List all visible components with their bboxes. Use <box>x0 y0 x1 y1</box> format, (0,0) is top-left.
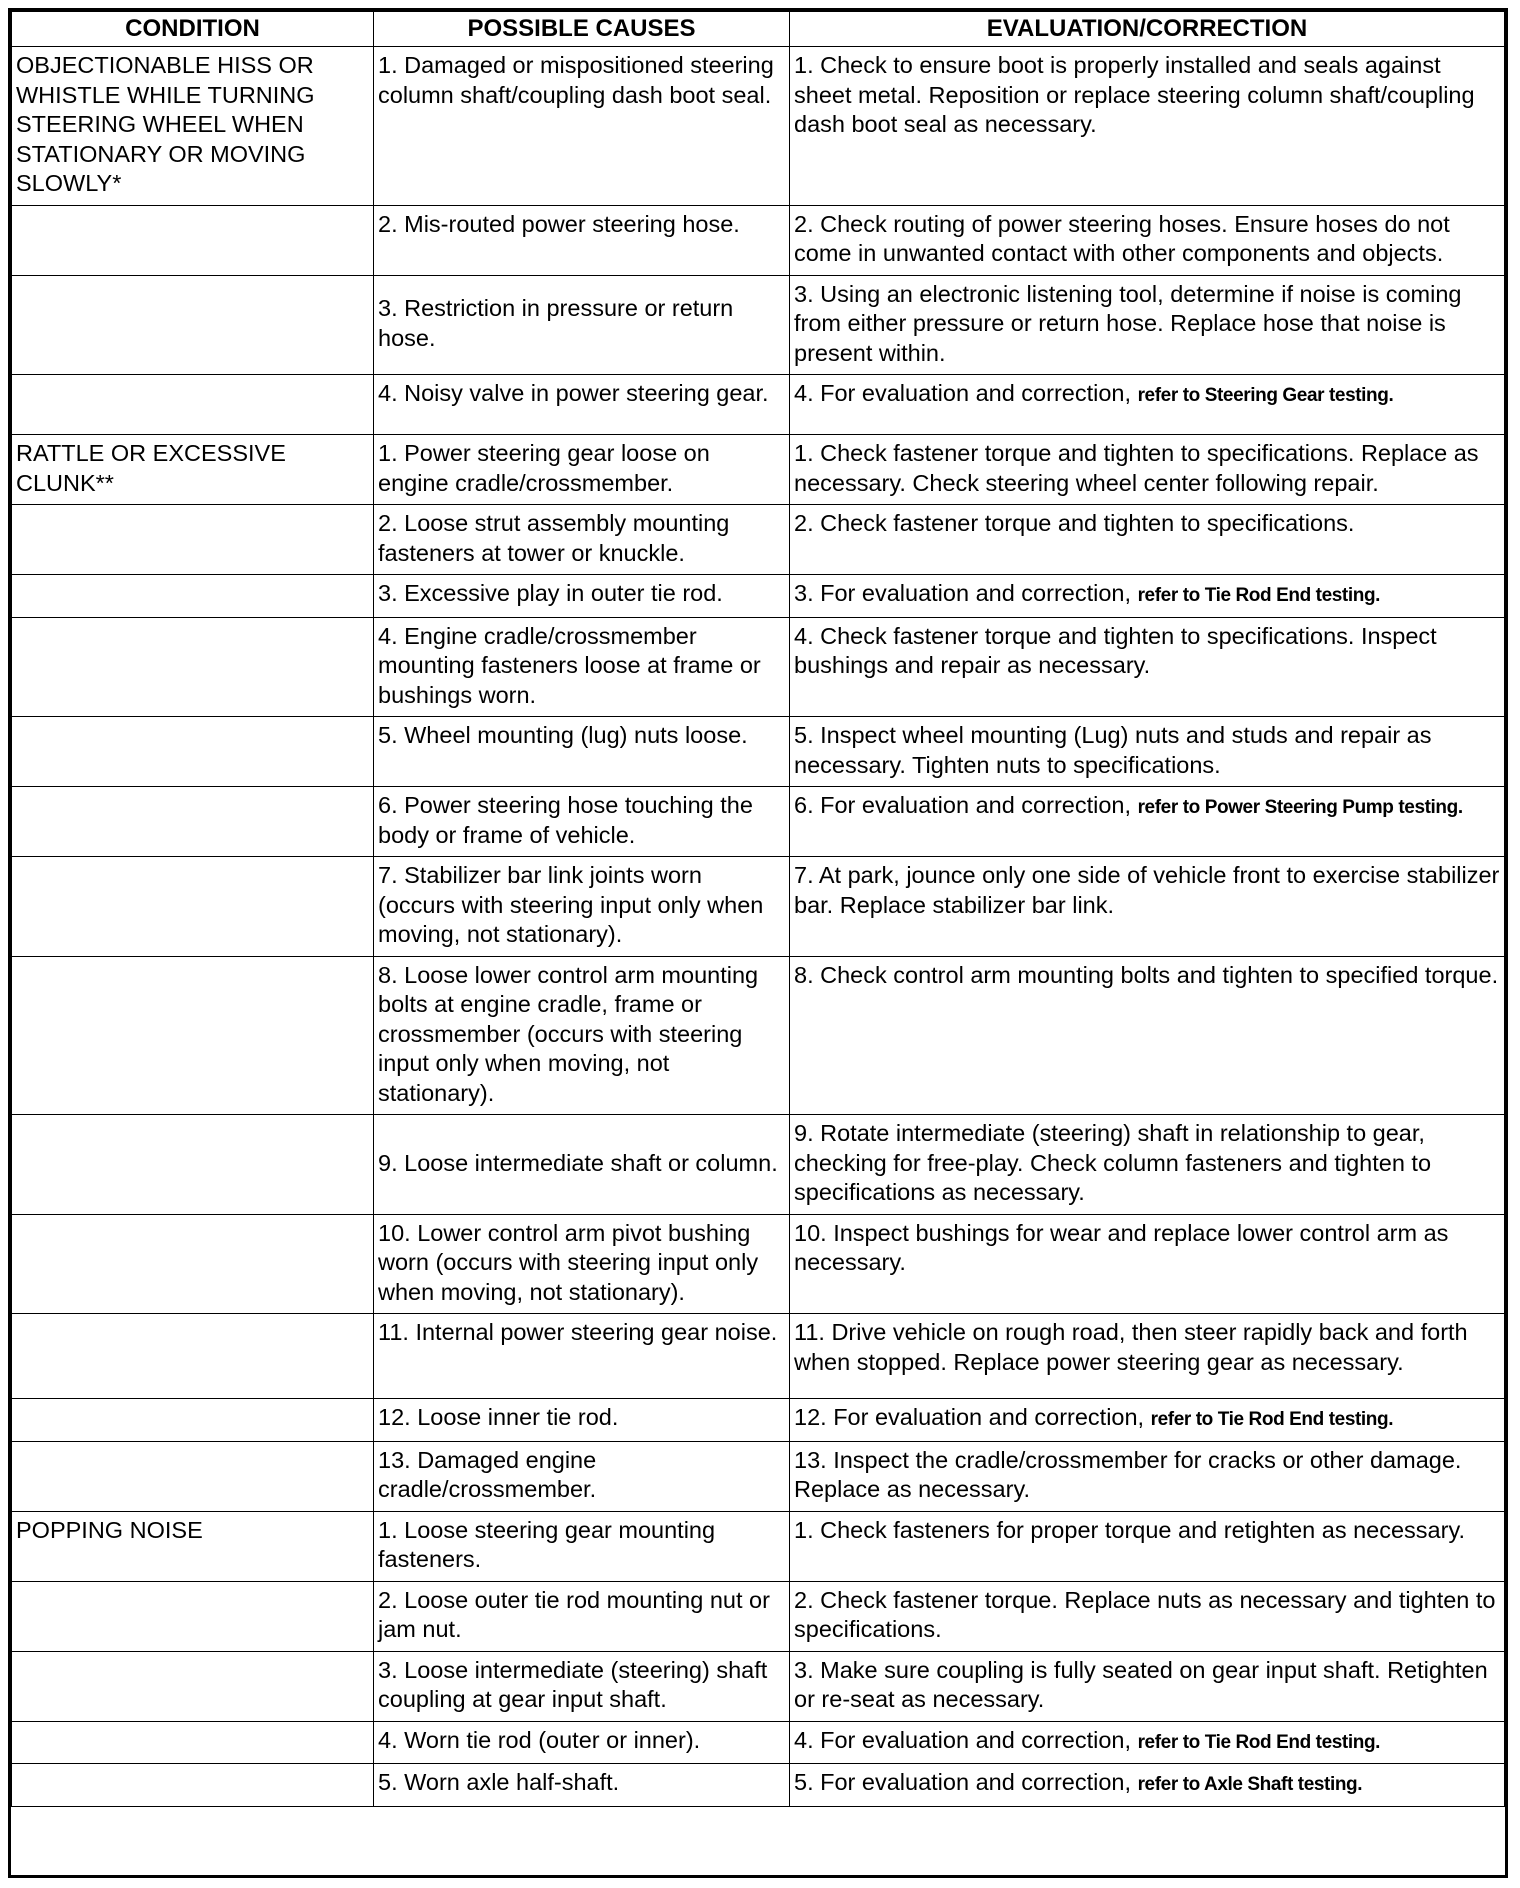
table-row <box>12 275 1505 375</box>
correction-cell <box>790 1651 1505 1721</box>
cause-cell: 2. Mis-routed power steering hose. <box>374 205 790 275</box>
correction-cell <box>790 575 1505 618</box>
header-evaluation-correction: EVALUATION/CORRECTION <box>790 12 1505 47</box>
table-row <box>12 1651 1505 1721</box>
correction-text: 9. Rotate intermediate (steering) shaft in relationship to gear, checking for free-play. Check column fasteners and tighten to specifications as necessary. <box>794 1120 1432 1205</box>
header-condition: CONDITION <box>12 12 374 47</box>
cause-cell: 9. Loose intermediate shaft or column. <box>374 1115 790 1215</box>
condition-cell <box>12 1441 374 1511</box>
cause-cell: 5. Worn axle half-shaft. <box>374 1764 790 1807</box>
table-row <box>12 505 1505 575</box>
correction-cell <box>790 956 1505 1115</box>
testing-reference: refer to Steering Gear testing. <box>1137 385 1394 406</box>
condition-cell <box>12 956 374 1115</box>
correction-cell <box>790 275 1505 375</box>
table-row <box>12 205 1505 275</box>
correction-cell <box>790 505 1505 575</box>
correction-cell <box>790 1721 1505 1764</box>
correction-cell <box>790 1314 1505 1399</box>
cause-cell: 13. Damaged engine cradle/crossmember. <box>374 1441 790 1511</box>
table-row <box>12 375 1505 435</box>
cause-cell: 2. Loose strut assembly mounting fasteners at tower or knuckle. <box>374 505 790 575</box>
diagnosis-table-frame <box>8 8 1508 1878</box>
header-row <box>12 12 1505 47</box>
correction-text: 11. Drive vehicle on rough road, then steer rapidly back and forth when stopped. Replace power steering gear as necessary. <box>794 1319 1468 1375</box>
condition-cell <box>12 1721 374 1764</box>
cause-cell: 4. Noisy valve in power steering gear. <box>374 375 790 435</box>
condition-cell <box>12 617 374 717</box>
correction-text: 3. Using an electronic listening tool, determine if noise is coming from either pressure or return hose. Replace hose that noise is present within. <box>794 280 1462 366</box>
condition-cell <box>12 375 374 435</box>
correction-text: 13. Inspect the cradle/crossmember for cracks or other damage. Replace as necessary. <box>794 1446 1462 1502</box>
cause-cell: 3. Excessive play in outer tie rod. <box>374 575 790 618</box>
correction-cell <box>790 205 1505 275</box>
table-row <box>12 617 1505 717</box>
condition-cell <box>12 1115 374 1215</box>
correction-text: 1. Check to ensure boot is properly installed and seals against sheet metal. Reposition or replace steering column shaft/coupling dash boot seal as necessary. <box>794 52 1475 137</box>
cause-cell: 2. Loose outer tie rod mounting nut or jam nut. <box>374 1581 790 1651</box>
condition-cell <box>12 505 374 575</box>
correction-text: 5. For evaluation and correction, <box>794 1769 1138 1795</box>
condition-cell <box>12 717 374 787</box>
header-possible-causes: POSSIBLE CAUSES <box>374 12 790 47</box>
correction-cell <box>790 375 1505 435</box>
condition-cell <box>12 857 374 957</box>
table-row <box>12 435 1505 505</box>
correction-cell <box>790 1581 1505 1651</box>
condition-cell: POPPING NOISE <box>12 1511 374 1581</box>
cause-cell: 1. Power steering gear loose on engine cradle/crossmember. <box>374 435 790 505</box>
correction-cell <box>790 787 1505 857</box>
correction-cell <box>790 1214 1505 1314</box>
table-row <box>12 1581 1505 1651</box>
correction-cell <box>790 857 1505 957</box>
cause-cell: 4. Worn tie rod (outer or inner). <box>374 1721 790 1764</box>
correction-text: 2. Check routing of power steering hoses. Ensure hoses do not come in unwanted contact with other components and objects. <box>794 210 1450 266</box>
cause-cell: 7. Stabilizer bar link joints worn (occurs with steering input only when moving, not stationary). <box>374 857 790 957</box>
table-row <box>12 857 1505 957</box>
diagnosis-table <box>11 11 1505 1807</box>
correction-text: 1. Check fasteners for proper torque and retighten as necessary. <box>794 1516 1465 1543</box>
cause-cell: 6. Power steering hose touching the body or frame of vehicle. <box>374 787 790 857</box>
correction-text: 3. Make sure coupling is fully seated on gear input shaft. Retighten or re-seat as necessary. <box>794 1656 1488 1712</box>
table-row <box>12 1399 1505 1442</box>
correction-cell <box>790 435 1505 505</box>
table-row <box>12 956 1505 1115</box>
condition-cell <box>12 1764 374 1807</box>
correction-cell <box>790 717 1505 787</box>
table-row <box>12 1764 1505 1807</box>
table-row <box>12 1115 1505 1215</box>
table-row <box>12 1511 1505 1581</box>
table-row <box>12 47 1505 206</box>
correction-text: 2. Check fastener torque. Replace nuts as necessary and tighten to specifications. <box>794 1586 1496 1642</box>
cause-cell: 1. Loose steering gear mounting fasteners. <box>374 1511 790 1581</box>
correction-text: 3. For evaluation and correction, <box>794 580 1138 606</box>
correction-text: 6. For evaluation and correction, <box>794 792 1138 818</box>
testing-reference: refer to Tie Rod End testing. <box>1150 1409 1394 1430</box>
correction-text: 10. Inspect bushings for wear and replace lower control arm as necessary. <box>794 1219 1449 1275</box>
cause-cell: 1. Damaged or mispositioned steering column shaft/coupling dash boot seal. <box>374 47 790 206</box>
correction-text: 4. For evaluation and correction, <box>794 380 1138 406</box>
cause-cell: 8. Loose lower control arm mounting bolts at engine cradle, frame or crossmember (occurs with steering input only when moving, not stationary). <box>374 956 790 1115</box>
correction-text: 1. Check fastener torque and tighten to specifications. Replace as necessary. Check steering wheel center following repair. <box>794 440 1479 496</box>
testing-reference: refer to Tie Rod End testing. <box>1137 1731 1381 1753</box>
correction-text: 4. Check fastener torque and tighten to specifications. Inspect bushings and repair as necessary. <box>794 622 1437 678</box>
table-row <box>12 1721 1505 1764</box>
correction-text: 8. Check control arm mounting bolts and tighten to specified torque. <box>794 961 1499 988</box>
cause-cell: 12. Loose inner tie rod. <box>374 1399 790 1442</box>
cause-cell: 4. Engine cradle/crossmember mounting fasteners loose at frame or bushings worn. <box>374 617 790 717</box>
table-row <box>12 1441 1505 1511</box>
correction-text: 2. Check fastener torque and tighten to specifications. <box>794 510 1355 536</box>
table-row <box>12 1314 1505 1399</box>
condition-cell <box>12 1581 374 1651</box>
condition-cell: RATTLE OR EXCESSIVE CLUNK** <box>12 435 374 505</box>
testing-reference: refer to Tie Rod End testing. <box>1137 585 1381 606</box>
condition-cell <box>12 787 374 857</box>
correction-cell <box>790 1441 1505 1511</box>
condition-cell <box>12 1399 374 1442</box>
correction-cell <box>790 1511 1505 1581</box>
correction-text: 12. For evaluation and correction, <box>794 1404 1151 1430</box>
table-row <box>12 787 1505 857</box>
condition-cell <box>12 275 374 375</box>
correction-text: 5. Inspect wheel mounting (Lug) nuts and studs and repair as necessary. Tighten nuts to specifications. <box>794 722 1432 778</box>
table-row <box>12 575 1505 618</box>
correction-cell <box>790 1115 1505 1215</box>
condition-cell <box>12 575 374 618</box>
correction-cell <box>790 1764 1505 1807</box>
cause-cell: 10. Lower control arm pivot bushing worn (occurs with steering input only when moving, not stationary). <box>374 1214 790 1314</box>
condition-cell: OBJECTIONABLE HISS OR WHISTLE WHILE TURNING STEERING WHEEL WHEN STATIONARY OR MOVING SLOWLY* <box>12 47 374 206</box>
cause-cell: 3. Restriction in pressure or return hose. <box>374 275 790 375</box>
cause-cell: 5. Wheel mounting (lug) nuts loose. <box>374 717 790 787</box>
condition-cell <box>12 1651 374 1721</box>
testing-reference: refer to Axle Shaft testing. <box>1137 1774 1363 1795</box>
correction-cell <box>790 47 1505 206</box>
correction-text: 7. At park, jounce only one side of vehicle front to exercise stabilizer bar. Replace stabilizer bar link. <box>794 862 1500 918</box>
condition-cell <box>12 1214 374 1314</box>
condition-cell <box>12 1314 374 1399</box>
correction-cell <box>790 1399 1505 1442</box>
table-row <box>12 717 1505 787</box>
cause-cell: 3. Loose intermediate (steering) shaft coupling at gear input shaft. <box>374 1651 790 1721</box>
table-row <box>12 1214 1505 1314</box>
testing-reference: refer to Power Steering Pump testing. <box>1137 797 1463 818</box>
condition-cell <box>12 205 374 275</box>
correction-cell <box>790 617 1505 717</box>
cause-cell: 11. Internal power steering gear noise. <box>374 1314 790 1399</box>
table-body <box>12 47 1505 1807</box>
correction-text: 4. For evaluation and correction, <box>794 1726 1138 1753</box>
